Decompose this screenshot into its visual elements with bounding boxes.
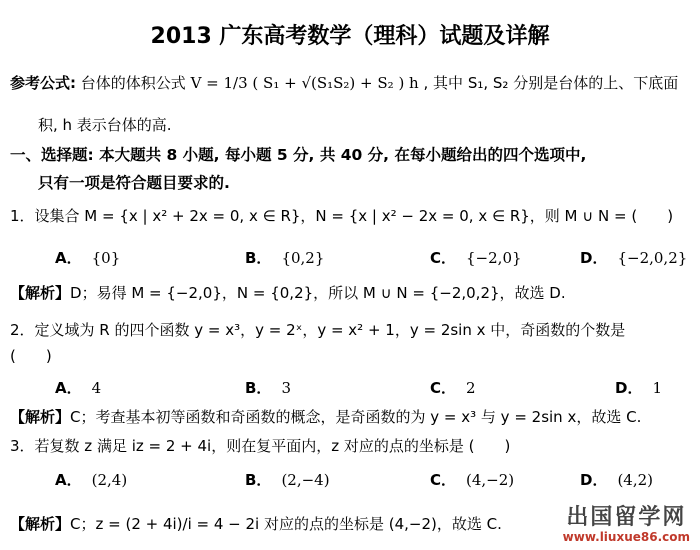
- question-1-option-c: [430, 246, 522, 270]
- formula-post: , 其中 S₁, S₂ 分别是台体的上、下底面: [423, 74, 679, 92]
- option-value: (2,4): [91, 471, 128, 489]
- option-value: 2: [466, 379, 476, 397]
- section-heading-line2: 只有一项是符合题目要求的.: [38, 174, 230, 192]
- question-3-option-d: [580, 468, 653, 492]
- question-1-stem: 1．设集合 M = {x | x² + 2x = 0, x ∈ R}，N = {x | x² − 2x = 0, x ∈ R}，则 M ∪ N = ( ): [10, 207, 674, 225]
- formula-label: 参考公式:: [10, 74, 76, 92]
- option-label: D．: [615, 379, 643, 397]
- question-3-stem: 3．若复数 z 满足 iz = 2 + 4i，则在复平面内，z 对应的点的坐标是 ( ): [10, 437, 511, 455]
- section-heading-line1: 一、选择题: 本大题共 8 小题, 每小题 5 分, 共 40 分, 在每小题给出的四个选项中,: [10, 146, 587, 164]
- watermark-text: 出国留学网: [566, 505, 687, 530]
- formula-line: [10, 72, 678, 94]
- watermark-logo: [563, 506, 690, 544]
- analysis-label: 【解析】: [10, 284, 71, 302]
- option-label: D．: [580, 249, 608, 267]
- analysis-text: C；考查基本初等函数和奇函数的概念，是奇函数的为 y = x³ 与 y = 2sin x，故选 C.: [70, 408, 642, 426]
- option-label: B．: [245, 379, 272, 397]
- option-label: C．: [430, 379, 457, 397]
- question-2-option-b: [245, 376, 291, 400]
- option-value: (4,2): [617, 471, 654, 489]
- watermark-url: www.liuxue86.com: [562, 530, 690, 544]
- option-label: D．: [580, 471, 608, 489]
- question-1-option-d: [580, 246, 687, 270]
- option-label: B．: [245, 249, 272, 267]
- question-1-analysis: [10, 282, 566, 304]
- question-1-option-a: [55, 246, 120, 270]
- formula-pre: 台体的体积公式: [80, 74, 186, 92]
- option-label: B．: [245, 471, 272, 489]
- option-label: C．: [430, 471, 457, 489]
- option-value: {0,2}: [281, 249, 325, 267]
- analysis-label: 【解析】: [10, 515, 71, 533]
- analysis-text: C；z = (2 + 4i)/i = 4 − 2i 对应的点的坐标是 (4,−2)，故选 C.: [70, 515, 502, 533]
- question-2-stem-cont: ( ): [10, 347, 52, 365]
- analysis-label: 【解析】: [10, 408, 71, 426]
- option-value: 3: [281, 379, 291, 397]
- option-value: (4,−2): [466, 471, 515, 489]
- option-value: {−2,0}: [466, 249, 522, 267]
- option-value: {0}: [91, 249, 121, 267]
- question-2-stem: 2．定义域为 R 的四个函数 y = x³，y = 2ˣ，y = x² + 1，y = 2sin x 中，奇函数的个数是: [10, 321, 626, 339]
- question-3-analysis: [10, 513, 502, 535]
- option-value: 4: [91, 379, 102, 397]
- option-label: A．: [55, 379, 82, 397]
- analysis-text: D；易得 M = {−2,0}，N = {0,2}，所以 M ∪ N = {−2,0,2}，故选 D.: [70, 284, 566, 302]
- question-2-option-a: [55, 376, 101, 400]
- page-title: 2013 广东高考数学（理科）试题及详解: [150, 24, 550, 49]
- formula-continuation: 积, h 表示台体的高.: [38, 116, 172, 134]
- question-2-analysis: [10, 406, 641, 428]
- option-value: {−2,0,2}: [617, 249, 688, 267]
- option-value: 1: [652, 379, 662, 397]
- question-2-option-c: [430, 376, 476, 400]
- formula-expression: V = 1/3 ( S₁ + √(S₁S₂) + S₂ ) h: [190, 74, 419, 92]
- option-label: C．: [430, 249, 457, 267]
- option-label: A．: [55, 471, 82, 489]
- question-3-option-b: [245, 468, 330, 492]
- question-1-option-b: [245, 246, 324, 270]
- question-3-option-a: [55, 468, 127, 492]
- question-3-option-c: [430, 468, 514, 492]
- question-2-option-d: [615, 376, 662, 400]
- option-value: (2,−4): [281, 471, 330, 489]
- option-label: A．: [55, 249, 82, 267]
